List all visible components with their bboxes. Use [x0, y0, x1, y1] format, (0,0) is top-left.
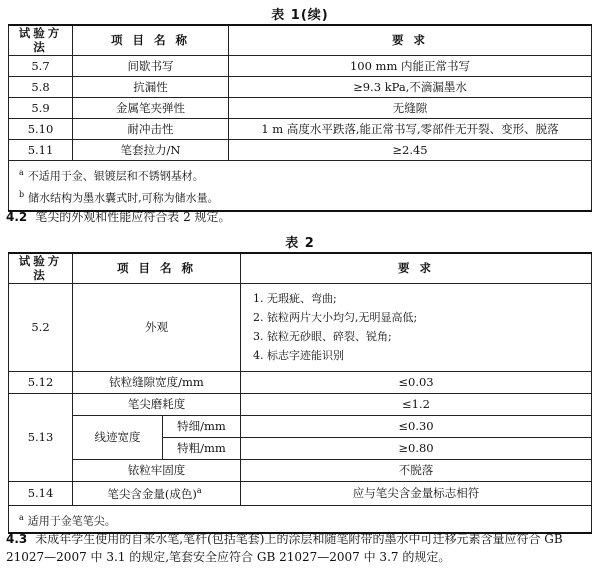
footnote-mark: a: [196, 485, 202, 495]
footnote-text: 不适用于金、银镀层和不锈钢基材。: [27, 169, 204, 183]
footnote-mark: a: [19, 512, 24, 522]
item-cell: 抗漏性: [73, 76, 229, 97]
requirement-list: [241, 283, 592, 371]
table-row: [9, 139, 592, 160]
footnote: [19, 163, 581, 186]
requirement-cell: ≤0.03: [241, 371, 592, 393]
footnote-text: 适用于金笔笔尖。: [27, 514, 116, 528]
header-item: 项 目 名 称: [73, 25, 229, 55]
section-4-3: [6, 530, 596, 566]
method-cell: 5.10: [9, 118, 73, 139]
item-cell: 金属笔夹弹性: [73, 97, 229, 118]
section-number: 4.3: [6, 532, 28, 546]
sub-item-cell: 特粗/mm: [163, 437, 241, 459]
requirement-cell: 1 m 高度水平跌落,能正常书写,零部件无开裂、变形、脱落: [229, 118, 592, 139]
item-text: 笔尖含金量(成色): [107, 486, 197, 501]
method-cell: 5.11: [9, 139, 73, 160]
method-cell: 5.14: [9, 481, 73, 505]
section-text: 未成年学生使用的自来水笔,笔杆(包括笔套)上的涂层和随笔附带的墨水中可迁移元素含量应符合 GB 21027—2007 中 3.1 的规定,笔套安全应符合 GB 21027—2007 中 3.7 的规定。: [6, 532, 563, 564]
list-item: 1. 无瑕疵、弯曲;: [253, 292, 337, 306]
list-item: 4. 标志字迹能识别: [253, 349, 345, 363]
header-requirement: 要 求: [229, 25, 592, 55]
requirement-cell: 100 mm 内能正常书写: [229, 55, 592, 76]
requirement-cell: ≤1.2: [241, 393, 592, 415]
item-cell: 外观: [73, 283, 241, 371]
requirement-cell: ≥0.80: [241, 437, 592, 459]
item-cell: 耐冲击性: [73, 118, 229, 139]
requirement-cell: ≥2.45: [229, 139, 592, 160]
item-cell: 铱粒缝隙宽度/mm: [73, 371, 241, 393]
table-2: [8, 252, 592, 534]
section-4-2: [6, 208, 596, 226]
table-row: [9, 55, 592, 76]
table-row: [9, 393, 592, 415]
table-notes-row: [9, 160, 592, 211]
table-row: [9, 97, 592, 118]
header-method: 试验方法: [9, 25, 73, 55]
method-cell: 5.12: [9, 371, 73, 393]
item-cell: 笔套拉力/N: [73, 139, 229, 160]
section-text: 笔尖的外观和性能应符合表 2 规定。: [35, 210, 231, 224]
footnote-mark: a: [19, 167, 24, 177]
requirement-cell: 应与笔尖含金量标志相符: [241, 481, 592, 505]
list-item: 2. 铱粒两片大小均匀,无明显高低;: [253, 311, 418, 325]
table-row: [9, 76, 592, 97]
list-item: 3. 铱粒无砂眼、碎裂、锐角;: [253, 330, 392, 344]
method-cell: 5.7: [9, 55, 73, 76]
footnote-mark: b: [19, 190, 25, 200]
header-method: 试验方法: [9, 253, 73, 283]
header-requirement: 要 求: [241, 253, 592, 283]
table-1: [8, 24, 592, 212]
requirement-cell: ≤0.30: [241, 415, 592, 437]
table2-caption: 表 2: [285, 236, 315, 251]
table-row: [9, 371, 592, 393]
item-group-cell: 线迹宽度: [73, 415, 163, 459]
table-row: [9, 481, 592, 505]
table-row: [9, 459, 592, 481]
footnote: [19, 508, 581, 531]
table1-caption: 表 1(续): [271, 8, 329, 23]
item-cell: [73, 481, 241, 505]
method-cell: 5.9: [9, 97, 73, 118]
section-number: 4.2: [6, 210, 28, 224]
table-header-row: [9, 253, 592, 283]
footnote-text: 储水结构为墨水囊式时,可称为储水量。: [28, 192, 219, 206]
header-item: 项 目 名 称: [73, 253, 241, 283]
requirement-cell: 不脱落: [241, 459, 592, 481]
method-cell: 5.2: [9, 283, 73, 371]
table-notes: [9, 160, 592, 211]
method-cell: 5.13: [9, 393, 73, 481]
method-cell: 5.8: [9, 76, 73, 97]
item-cell: 间歇书写: [73, 55, 229, 76]
sub-item-cell: 特细/mm: [163, 415, 241, 437]
table-header-row: [9, 25, 592, 55]
footnote: [19, 185, 581, 208]
table-row: [9, 283, 592, 371]
item-cell: 铱粒牢固度: [73, 459, 241, 481]
table-row: [9, 118, 592, 139]
table-row: [9, 415, 592, 437]
requirement-cell: 无缝隙: [229, 97, 592, 118]
item-cell: 笔尖磨耗度: [73, 393, 241, 415]
requirement-cell: ≥9.3 kPa,不滴漏墨水: [229, 76, 592, 97]
